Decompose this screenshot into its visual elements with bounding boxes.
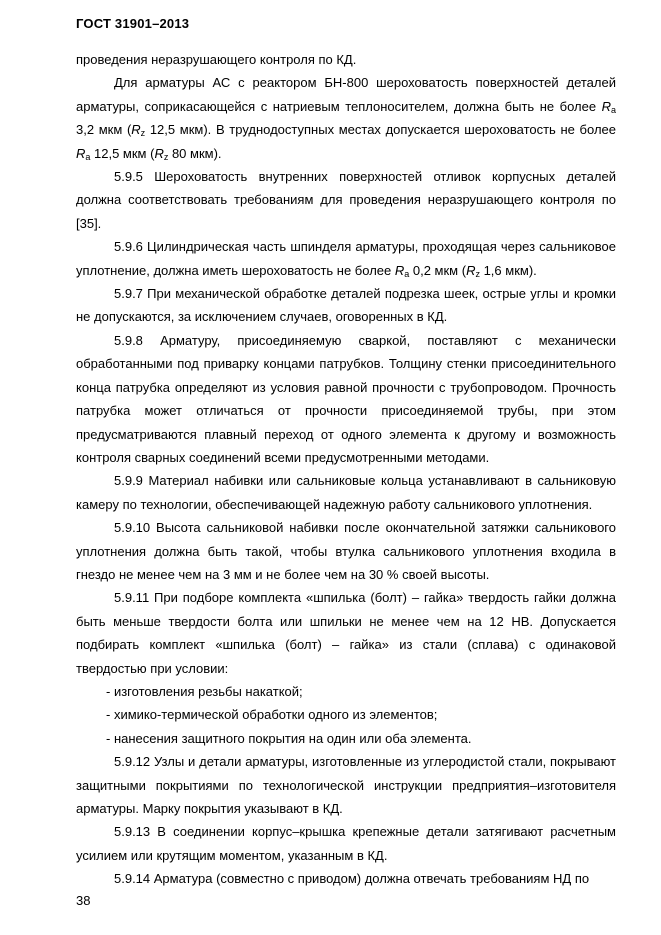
paragraph-5-9-8: 5.9.8 Арматуру, присоединяемую сваркой, поставляют с механически обработанными под приварку концами патрубков. Толщину стенки присоединительного конца патрубка определяют из условия равной прочности с трубопроводом. Прочность патрубка может отличаться от прочности присоединяемой трубы, при этом предусматриваются плавный переход от одного элемента к другому и возможность контроля сварных соединений всеми предусмотренными методами. <box>76 332 616 465</box>
paragraph-5-9-14: 5.9.14 Арматура (совместно с приводом) должна отвечать требованиям НД по <box>114 871 590 887</box>
subscript-z: z <box>163 151 169 162</box>
subscript-z: z <box>140 128 146 139</box>
paragraph-5-9-6 <box>76 235 616 282</box>
symbol-ra: R <box>394 262 405 278</box>
page-number: 38 <box>76 893 91 908</box>
symbol-ra: R <box>601 98 611 114</box>
text-segment: Для арматуры АС с реактором БН-800 шероховатость поверхностей деталей арматуры, соприкасающейся с натриевым теплоносителем, должна быть не более <box>76 75 616 114</box>
subscript-a: a <box>404 268 410 279</box>
text-segment: 0,2 мкм ( <box>409 262 467 278</box>
text-segment: 5.9.6 Цилиндрическая часть шпинделя арматуры, проходящая через сальниковое уплотнение, должна иметь шероховатость не более <box>76 239 616 278</box>
list-item: - изготовления резьбы накаткой; <box>106 683 303 699</box>
paragraph-continuation: проведения неразрушающего контроля по КД. <box>76 52 357 67</box>
symbol-rz: R <box>466 262 476 278</box>
paragraph-5-9-5: 5.9.5 Шероховатость внутренних поверхностей отливок корпусных деталей должна соответствовать требованиям для проведения неразрушающего контроля по [35]. <box>76 169 616 231</box>
symbol-rz: R <box>131 122 141 138</box>
text-segment: 12,5 мкм). В труднодоступных местах допускается шероховатость не более <box>145 122 616 138</box>
paragraph-5-9-11: 5.9.11 При подборе комплекта «шпилька (болт) – гайка» твердость гайки должна быть меньше твердости болта или шпильки не менее чем на 12 НВ. Допускается подбирать комплект «шпилька (болт) – гайка» из стали (сплава) с одинаковой твердостью при условии: <box>76 590 616 676</box>
subscript-a: a <box>610 104 616 115</box>
paragraph-5-9-10: 5.9.10 Высота сальниковой набивки после окончательной затяжки сальникового уплотнения должна быть такой, чтобы втулка сальникового уплотнения входила в гнездо не менее чем на 3 мм и не более чем на 30 % своей высоты. <box>76 520 616 582</box>
symbol-rz: R <box>154 145 164 161</box>
document-header: ГОСТ 31901–2013 <box>76 16 190 31</box>
paragraph-5-9-13: 5.9.13 В соединении корпус–крышка крепежные детали затягивают расчетным усилием или крутящим моментом, указанным в КД. <box>76 824 616 863</box>
paragraph-5-9-7: 5.9.7 При механической обработке деталей подрезка шеек, острые углы и кромки не допускаются, за исключением случаев, оговоренных в КД. <box>76 286 616 325</box>
subscript-z: z <box>475 268 480 279</box>
symbol-ra: R <box>76 145 86 161</box>
paragraph-bn800-roughness <box>76 71 616 165</box>
list-item: - химико-термической обработки одного из элементов; <box>106 707 438 723</box>
text-segment: 3,2 мкм ( <box>76 122 132 138</box>
text-segment: 80 мкм). <box>168 145 222 161</box>
list-item: - нанесения защитного покрытия на один или оба элемента. <box>106 730 472 746</box>
paragraph-5-9-9: 5.9.9 Материал набивки или сальниковые кольца устанавливают в сальниковую камеру по технологии, обеспечивающей надежную работу сальникового уплотнения. <box>76 473 616 512</box>
document-body <box>76 48 616 891</box>
paragraph-5-9-12: 5.9.12 Узлы и детали арматуры, изготовленные из углеродистой стали, покрывают защитными покрытиями по технологической инструкции предприятия–изготовителя арматуры. Марку покрытия указывают в КД. <box>76 754 616 816</box>
text-segment: 1,6 мкм). <box>479 262 537 278</box>
text-segment: 12,5 мкм ( <box>90 145 155 161</box>
subscript-a: a <box>85 151 91 162</box>
